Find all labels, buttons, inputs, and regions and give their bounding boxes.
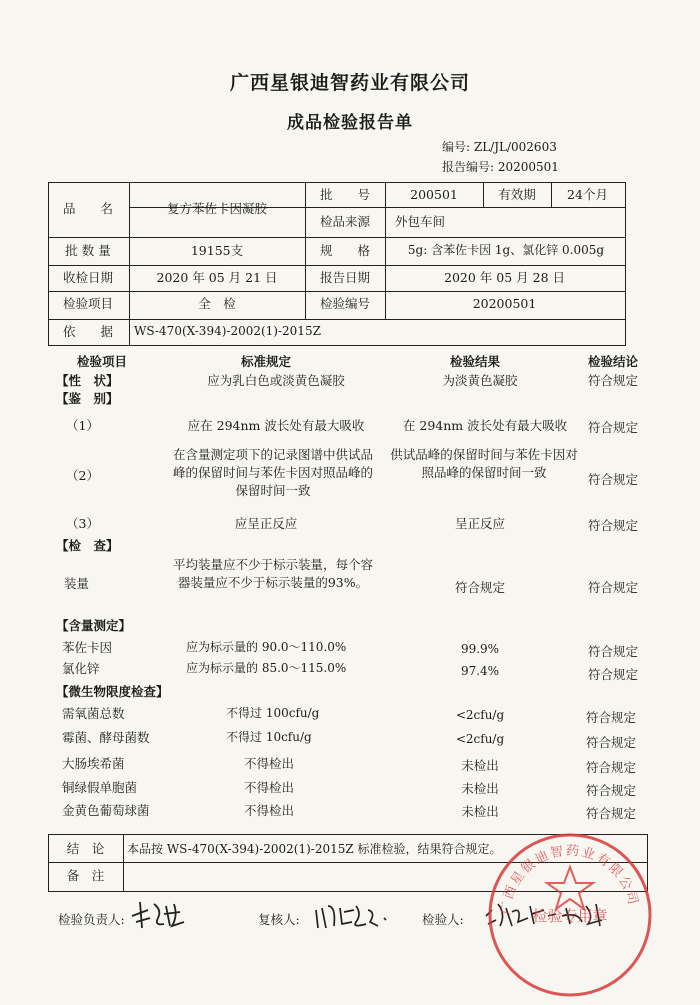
conclusion-value: 本品按 WS-470(X-394)-2002(1)-2015Z 标准检验，结果符合规定。 <box>127 842 502 856</box>
report-title: 成品检验报告单 <box>287 113 413 133</box>
quantity-value: 19155支 <box>190 243 244 258</box>
basis-label: 依 据 <box>62 324 113 339</box>
id1-standard: 应在 294nm 波长处有最大吸收 <box>187 418 365 433</box>
ecoli-result: 未检出 <box>461 758 499 773</box>
batch-label: 批 号 <box>319 187 370 202</box>
staph-result: 未检出 <box>461 804 499 819</box>
aerobic-result: <2cfu/g <box>455 708 505 722</box>
benzocaine-conclusion: 符合规定 <box>588 644 639 659</box>
benzocaine-standard: 应为标示量的 90.0～110.0% <box>186 640 347 654</box>
id1-item: （1） <box>66 418 99 433</box>
product-name-value: 复方苯佐卡因凝胶 <box>166 201 267 216</box>
pseudomonas-item: 铜绿假单胞菌 <box>62 780 138 795</box>
section-identification: 【鉴 别】 <box>56 391 119 406</box>
zinc-standard: 应为标示量的 85.0～115.0% <box>186 661 347 675</box>
test-item-label: 检验项目 <box>62 296 113 311</box>
remark-label: 备 注 <box>66 868 105 883</box>
section-microbial: 【微生物限度检查】 <box>56 684 169 699</box>
ecoli-standard: 不得检出 <box>244 756 295 771</box>
conclusion-label: 结 论 <box>66 841 105 856</box>
source-label: 检品来源 <box>319 214 370 229</box>
zinc-result: 97.4% <box>460 664 500 678</box>
section-assay: 【含量测定】 <box>56 618 132 633</box>
aerobic-standard: 不得过 100cfu/g <box>226 706 320 720</box>
pseudomonas-standard: 不得检出 <box>244 780 295 795</box>
company-name: 广西星银迪智药业有限公司 <box>229 72 470 94</box>
benzocaine-result: 99.9% <box>460 642 500 656</box>
report-number: 报告编号: 20200501 <box>442 160 559 174</box>
staph-conclusion: 符合规定 <box>586 806 637 821</box>
report-date-value: 2020 年 05 月 28 日 <box>444 270 565 285</box>
character-standard: 应为乳白色或淡黄色凝胶 <box>207 373 345 388</box>
received-date-value: 2020 年 05 月 21 日 <box>156 270 278 285</box>
loading-item: 装量 <box>64 576 90 591</box>
staph-item: 金黄色葡萄球菌 <box>62 803 150 818</box>
mold-result: <2cfu/g <box>455 732 505 746</box>
responsible-signature <box>128 896 188 932</box>
benzocaine-item: 苯佐卡因 <box>62 640 113 655</box>
zinc-conclusion: 符合规定 <box>588 667 639 682</box>
reviewer-label: 复核人: <box>258 912 300 927</box>
pseudomonas-conclusion: 符合规定 <box>586 783 637 798</box>
received-date-label: 收检日期 <box>62 270 113 285</box>
column-item-header: 检验项目 <box>76 354 127 369</box>
id2-item: （2） <box>66 468 99 483</box>
source-value: 外包车间 <box>395 214 446 229</box>
basis-value: WS-470(X-394)-2002(1)-2015Z <box>134 324 321 338</box>
id3-item: （3） <box>66 516 99 531</box>
product-name-label: 品 名 <box>62 201 113 216</box>
spec-label: 规 格 <box>319 243 370 258</box>
id1-conclusion: 符合规定 <box>588 420 639 435</box>
company-seal <box>480 825 660 1005</box>
validity-value: 24个月 <box>567 187 608 202</box>
document-number: 编号: ZL/JL/002603 <box>442 140 557 154</box>
id2-standard: 在含量测定项下的记录图谱中供试品峰的保留时间与苯佐卡因对照品峰的保留时间一致 <box>172 447 373 498</box>
inspector-label: 检验人: <box>422 912 464 927</box>
character-conclusion: 符合规定 <box>588 373 639 388</box>
id1-result: 在 294nm 波长处有最大吸收 <box>402 418 568 433</box>
report-date-label: 报告日期 <box>319 270 370 285</box>
reviewer-signature <box>312 900 392 932</box>
section-inspection: 【检 查】 <box>56 538 119 553</box>
loading-result: 符合规定 <box>454 580 505 595</box>
staph-standard: 不得检出 <box>244 803 295 818</box>
column-result-header: 检验结果 <box>449 354 500 369</box>
aerobic-item: 需氧菌总数 <box>62 706 125 721</box>
responsible-label: 检验负责人: <box>58 912 125 927</box>
batch-value: 200501 <box>410 187 458 202</box>
validity-label: 有效期 <box>498 187 536 202</box>
id2-result: 供试品峰的保留时间与苯佐卡因对照品峰的保留时间一致 <box>390 447 578 480</box>
pseudomonas-result: 未检出 <box>461 781 499 796</box>
loading-standard: 平均装量应不少于标示装量，每个容器装量应不少于标示装量的93%。 <box>172 557 373 590</box>
aerobic-conclusion: 符合规定 <box>586 710 637 725</box>
svg-text:广西星银迪智药业有限公司: 广西星银迪智药业有限公司 <box>498 843 641 916</box>
quantity-label: 批 数 量 <box>65 243 111 258</box>
character-result: 为淡黄色凝胶 <box>442 373 518 388</box>
ecoli-item: 大肠埃希菌 <box>62 756 125 771</box>
zinc-item: 氯化锌 <box>62 661 100 676</box>
spec-value: 5g: 含苯佐卡因 1g、氯化锌 0.005g <box>407 243 605 257</box>
mold-conclusion: 符合规定 <box>586 735 637 750</box>
id3-conclusion: 符合规定 <box>588 518 639 533</box>
mold-standard: 不得过 10cfu/g <box>226 730 312 744</box>
id3-standard: 应呈正反应 <box>234 516 298 531</box>
column-conclusion-header: 检验结论 <box>587 354 638 369</box>
ecoli-conclusion: 符合规定 <box>586 760 637 775</box>
id2-conclusion: 符合规定 <box>588 472 639 487</box>
id3-result: 呈正反应 <box>454 516 505 531</box>
loading-conclusion: 符合规定 <box>588 580 639 595</box>
column-standard-header: 标准规定 <box>240 354 291 369</box>
test-number-value: 20200501 <box>472 296 537 311</box>
section-character: 【性 状】 <box>56 373 119 388</box>
svg-text:检验专用章: 检验专用章 <box>532 907 608 925</box>
test-number-label: 检验编号 <box>319 296 370 311</box>
mold-item: 霉菌、酵母菌数 <box>62 730 150 745</box>
test-item-value: 全 检 <box>198 296 236 311</box>
